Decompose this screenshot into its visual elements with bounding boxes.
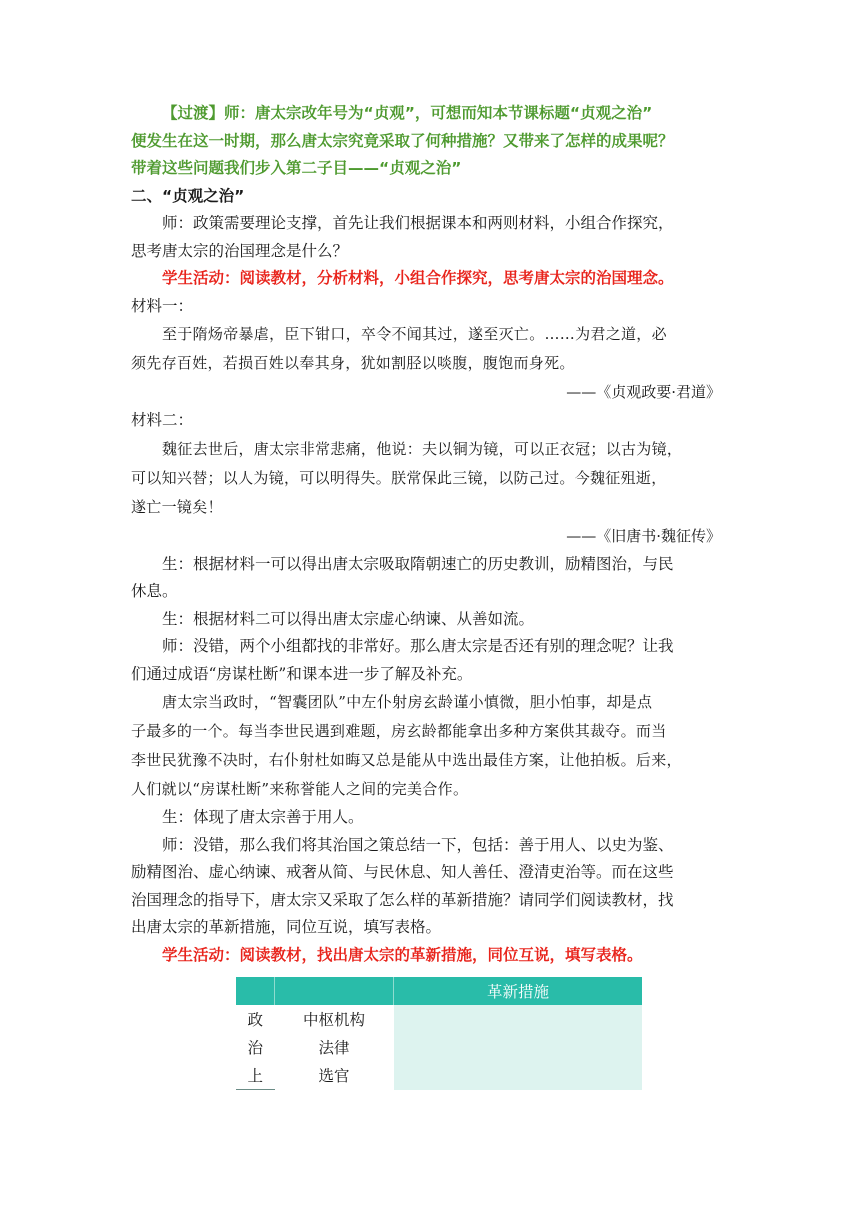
activity-1: 学生活动：阅读教材，分析材料，小组合作探究，思考唐太宗的治国理念。 xyxy=(162,269,674,287)
section-heading: 二、“贞观之治” xyxy=(131,186,245,205)
material-1-label: 材料一： xyxy=(131,296,194,315)
material-1-line-2: 须先存百姓，若损百姓以奉其身，犹如割胫以啖腹，腹饱而身死。 xyxy=(131,354,575,372)
header-blank-1 xyxy=(236,977,275,1005)
header-blank-2 xyxy=(275,977,394,1005)
student-1-line-2: 休息。 xyxy=(131,582,178,600)
teacher-2-line-1: 师：没错，两个小组都找的非常好。那么唐太宗是否还有别的理念呢？让我 xyxy=(162,637,674,655)
teacher-3-line-3: 治国理念的指导下，唐太宗又采取了怎么样的革新措施？请同学们阅读教材，找 xyxy=(131,890,674,909)
material-2-label: 材料二： xyxy=(131,411,194,429)
story-line-1: 唐太宗当政时，“智囊团队”中左仆射房玄龄谨小慎微，胆小怕事，却是点 xyxy=(162,693,653,711)
student-3: 生：体现了唐太宗善于用人。 xyxy=(162,808,364,826)
material-2-line-2: 可以知兴替；以人为镜，可以明得失。朕常保此三镜，以防己过。今魏征殂逝， xyxy=(131,468,667,487)
topic-char: 上 xyxy=(236,1061,275,1090)
row-label: 中枢机构 xyxy=(302,1011,365,1029)
story-line-2: 子最多的一个。每当李世民遇到难题，房玄龄都能拿出多种方案供其裁夺。而当 xyxy=(131,722,667,740)
teacher-2-line-2: 们通过成语“房谋杜断”和课本进一步了解及补充。 xyxy=(131,664,473,683)
table-row xyxy=(236,1033,642,1061)
teacher-intro-line-1: 师：政策需要理论支撑，首先让我们根据课本和两则材料，小组合作探究， xyxy=(162,214,674,232)
student-2: 生：根据材料二可以得出唐太宗虚心纳谏、从善如流。 xyxy=(162,609,535,628)
material-2-line-1: 魏征去世后，唐太宗非常悲痛，他说：夫以铜为镜，可以正衣冠；以古为镜， xyxy=(162,439,683,458)
table-row xyxy=(236,1005,642,1033)
material-1-line-1: 至于隋炀帝暴虐，臣下钳口，卒令不闻其过，遂至灭亡。……为君之道，必 xyxy=(162,325,667,343)
answer-cell[interactable] xyxy=(394,1033,643,1061)
story-line-3: 李世民犹豫不决时，右仆射杜如晦又总是能从中选出最佳方案，让他拍板。后来， xyxy=(131,751,682,769)
topic-char: 治 xyxy=(247,1039,263,1057)
document-body xyxy=(131,100,731,969)
answer-cell[interactable] xyxy=(394,1005,643,1033)
reform-measures-table xyxy=(236,977,642,1090)
table-row xyxy=(236,1061,642,1090)
transition-line-3: 带着这些问题我们步入第二子目——“贞观之治” xyxy=(131,159,462,177)
activity-2: 学生活动：阅读教材，找出唐太宗的革新措施，同位互说，填写表格。 xyxy=(162,945,643,964)
row-label: 选官 xyxy=(318,1067,350,1086)
topic-char: 政 xyxy=(247,1011,263,1029)
material-1-source: ——《贞观政要·君道》 xyxy=(566,383,721,401)
teacher-3-line-1: 师：没错，那么我们将其治国之策总结一下，包括：善于用人、以史为鉴、 xyxy=(162,835,674,854)
row-label: 法律 xyxy=(318,1039,350,1057)
student-1-line-1: 生：根据材料一可以得出唐太宗吸取隋朝速亡的历史教训，励精图治，与民 xyxy=(162,554,674,573)
answer-cell[interactable] xyxy=(394,1061,643,1090)
teacher-3-line-2: 励精图治、虚心纳谏、戒奢从简、与民休息、知人善任、澄清吏治等。而在这些 xyxy=(131,863,674,881)
transition-line-2: 便发生在这一时期，那么唐太宗究竟采取了何种措施？又带来了怎样的成果呢？ xyxy=(131,131,674,150)
transition-line-1: 【过渡】师：唐太宗改年号为“贞观”，可想而知本节课标题“贞观之治” xyxy=(162,104,653,122)
material-2-line-3: 遂亡一镜矣！ xyxy=(131,497,223,516)
table-header-row xyxy=(236,977,642,1005)
teacher-intro-line-2: 思考唐太宗的治国理念是什么？ xyxy=(131,241,349,260)
material-2-source: ——《旧唐书·魏征传》 xyxy=(566,526,721,545)
teacher-3-line-4: 出唐太宗的革新措施，同位互说，填写表格。 xyxy=(131,918,442,936)
story-line-4: 人们就以“房谋杜断”来称誉能人之间的完美合作。 xyxy=(131,780,469,798)
header-measures: 革新措施 xyxy=(394,977,643,1005)
